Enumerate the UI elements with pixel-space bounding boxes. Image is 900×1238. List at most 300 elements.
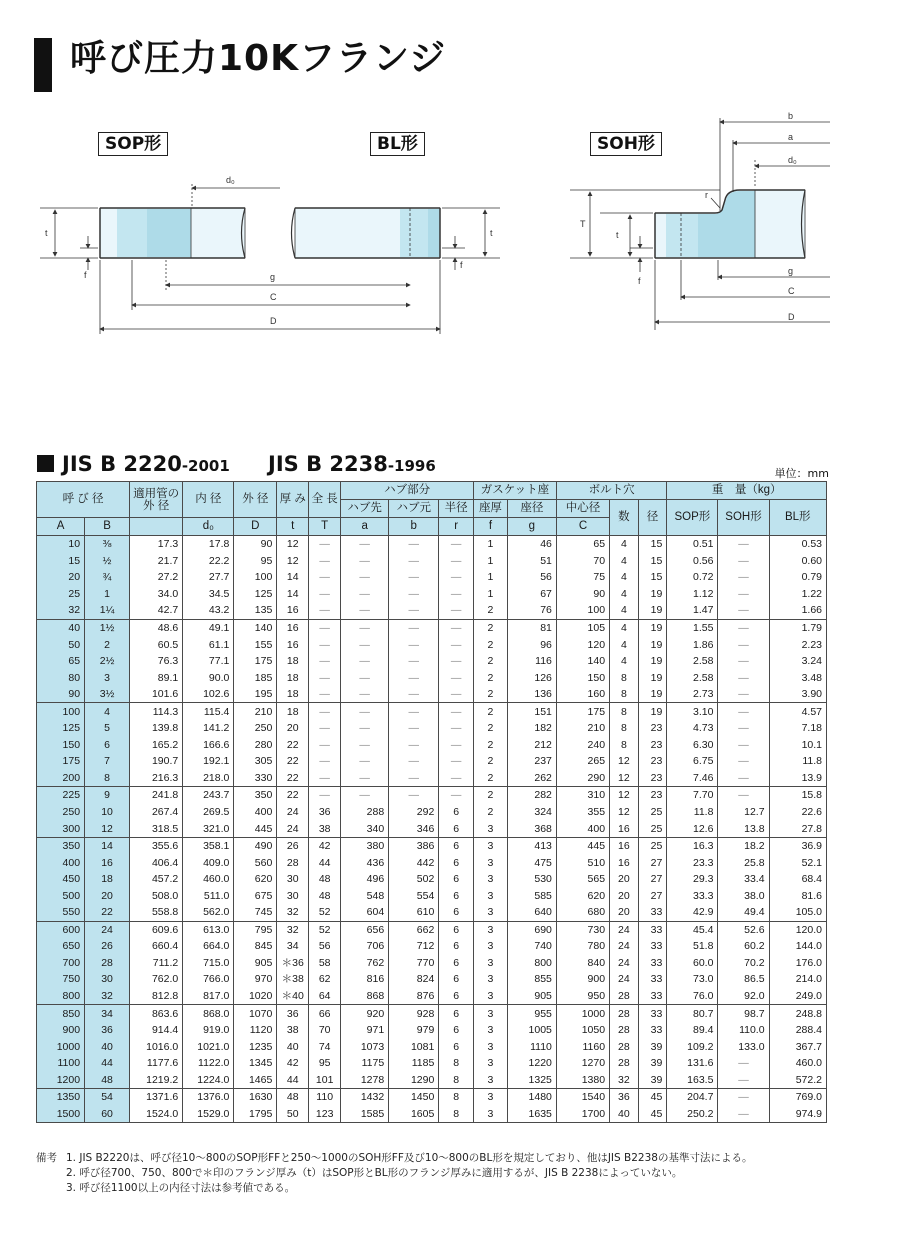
table-cell: 76.0 (667, 988, 718, 1005)
table-cell: 712 (389, 938, 439, 955)
table-cell: 32 (277, 921, 309, 938)
table-row (37, 820, 827, 837)
table-cell: 4.57 (769, 703, 826, 720)
table-cell: — (718, 669, 769, 686)
table-cell: 23 (638, 737, 667, 754)
table-cell: 30 (277, 887, 309, 904)
table-cell: 824 (389, 971, 439, 988)
table-cell: 165.2 (130, 737, 183, 754)
table-cell: 20 (610, 887, 639, 904)
table-cell: 126 (507, 669, 556, 686)
table-cell: — (341, 553, 389, 570)
th-sop: SOP形 (667, 500, 718, 536)
table-cell: 25 (638, 837, 667, 854)
table-cell: 33 (638, 955, 667, 972)
table-cell: 350 (37, 837, 85, 854)
table-cell: 216.3 (130, 770, 183, 787)
table-cell: — (309, 770, 341, 787)
table-cell: 56 (309, 938, 341, 955)
table-cell: 80.7 (667, 1005, 718, 1022)
table-cell: 1120 (234, 1022, 277, 1039)
table-cell: 22 (277, 753, 309, 770)
table-cell: 730 (556, 921, 609, 938)
table-cell: — (439, 553, 474, 570)
table-cell: 22.6 (769, 804, 826, 821)
table-cell: 27 (638, 871, 667, 888)
table-cell: 2 (474, 804, 508, 821)
table-cell: 267.4 (130, 804, 183, 821)
table-cell: 33 (638, 988, 667, 1005)
table-cell: 740 (507, 938, 556, 955)
table-cell: 76 (507, 602, 556, 619)
table-cell: 8 (610, 720, 639, 737)
table-cell: 340 (341, 820, 389, 837)
table-cell: 18 (85, 871, 130, 888)
table-cell: 76.3 (130, 653, 183, 670)
table-cell: 3 (474, 1106, 508, 1123)
table-cell: 210 (234, 703, 277, 720)
table-cell: 2 (474, 737, 508, 754)
table-cell: 32 (37, 602, 85, 619)
table-cell: — (718, 619, 769, 636)
table-cell: 25.8 (718, 854, 769, 871)
table-cell: 769.0 (769, 1089, 826, 1106)
table-cell: — (389, 536, 439, 553)
table-cell: 288.4 (769, 1022, 826, 1039)
soh-hub-region (698, 191, 755, 257)
table-cell: 250.2 (667, 1106, 718, 1123)
table-cell: 23 (638, 753, 667, 770)
table-cell: 8 (610, 703, 639, 720)
table-cell: 445 (556, 837, 609, 854)
table-cell: 39 (638, 1038, 667, 1055)
table-cell: 2 (474, 619, 508, 636)
table-row (37, 955, 827, 972)
table-cell: 1465 (234, 1072, 277, 1089)
table-row (37, 569, 827, 586)
table-cell: 12.7 (718, 804, 769, 821)
table-cell: 19 (638, 653, 667, 670)
table-cell: 16 (85, 854, 130, 871)
table-cell: — (439, 753, 474, 770)
dim-label-do-sop: d₀ (226, 175, 235, 185)
table-cell: ＊38 (277, 971, 309, 988)
table-cell: 60.0 (667, 955, 718, 972)
table-cell: 42.9 (667, 904, 718, 921)
table-row (37, 720, 827, 737)
table-cell: 17.8 (183, 536, 234, 553)
table-cell: 24 (610, 921, 639, 938)
table-cell: 48.6 (130, 619, 183, 636)
table-cell: — (439, 586, 474, 603)
table-cell: — (341, 619, 389, 636)
table-cell: 300 (37, 820, 85, 837)
table-cell: 8 (85, 770, 130, 787)
table-cell: 23 (638, 720, 667, 737)
table-cell: 6 (439, 971, 474, 988)
table-cell: 40 (37, 619, 85, 636)
table-cell: 690 (507, 921, 556, 938)
table-cell: 1.66 (769, 602, 826, 619)
sop-bolt-region (117, 209, 147, 257)
table-cell: 1020 (234, 988, 277, 1005)
table-cell: 1160 (556, 1038, 609, 1055)
table-cell: 400 (234, 804, 277, 821)
table-cell: 40 (277, 1038, 309, 1055)
table-cell: — (389, 569, 439, 586)
table-row (37, 669, 827, 686)
table-cell: 14 (85, 837, 130, 854)
table-row (37, 1072, 827, 1089)
dim-label-g-sop: g (270, 272, 276, 282)
table-cell: — (718, 787, 769, 804)
table-cell: — (309, 636, 341, 653)
table-cell: 1 (474, 569, 508, 586)
table-cell: — (718, 653, 769, 670)
table-cell: 6 (439, 887, 474, 904)
table-cell: 1185 (389, 1055, 439, 1072)
table-cell: 12 (277, 536, 309, 553)
table-cell: 175 (37, 753, 85, 770)
table-cell: 21.7 (130, 553, 183, 570)
table-cell: 14 (277, 586, 309, 603)
table-cell: 780 (556, 938, 609, 955)
table-cell: 3 (474, 1022, 508, 1039)
table-cell: 27.7 (183, 569, 234, 586)
table-cell: 212 (507, 737, 556, 754)
table-cell: 51.8 (667, 938, 718, 955)
table-cell: 3 (85, 669, 130, 686)
table-cell: 6 (439, 1005, 474, 1022)
table-cell: — (718, 569, 769, 586)
table-cell: 2 (474, 703, 508, 720)
table-cell: 1100 (37, 1055, 85, 1072)
table-cell: 1.79 (769, 619, 826, 636)
table-cell: 6 (439, 955, 474, 972)
table-cell: 1½ (85, 619, 130, 636)
table-cell: 75 (556, 569, 609, 586)
table-cell: 77.1 (183, 653, 234, 670)
table-cell: 51 (507, 553, 556, 570)
table-cell: 25 (37, 586, 85, 603)
table-cell: 70 (309, 1022, 341, 1039)
table-cell: 34.5 (183, 586, 234, 603)
table-cell: 1700 (556, 1106, 609, 1123)
table-cell: — (718, 753, 769, 770)
th-bl: BL形 (769, 500, 826, 536)
table-cell: 12 (610, 753, 639, 770)
table-cell: 34.0 (130, 586, 183, 603)
table-cell: 650 (37, 938, 85, 955)
table-cell: 33 (638, 921, 667, 938)
table-cell: 6 (439, 904, 474, 921)
table-cell: 1.12 (667, 586, 718, 603)
table-cell: 613.0 (183, 921, 234, 938)
table-cell: 8 (610, 737, 639, 754)
table-cell: 7 (85, 753, 130, 770)
table-cell: 4.73 (667, 720, 718, 737)
table-cell: 28 (277, 854, 309, 871)
table-cell: 125 (37, 720, 85, 737)
table-cell: 6 (439, 837, 474, 854)
table-cell: — (439, 653, 474, 670)
table-cell: 800 (37, 988, 85, 1005)
bl-bolt-region (400, 209, 428, 257)
table-cell: 950 (556, 988, 609, 1005)
table-cell: 32 (610, 1072, 639, 1089)
table-cell: 1070 (234, 1005, 277, 1022)
bl-diagram-label: BL形 (370, 132, 425, 156)
table-cell: 1345 (234, 1055, 277, 1072)
table-cell: — (389, 753, 439, 770)
th-pipe-od: 適用管の外 径 (130, 482, 183, 518)
table-cell: — (718, 1072, 769, 1089)
table-cell: 1585 (341, 1106, 389, 1123)
table-cell: 24 (277, 804, 309, 821)
th-sym-T: T (309, 518, 341, 536)
table-cell: 81.6 (769, 887, 826, 904)
table-cell: — (439, 737, 474, 754)
table-cell: 876 (389, 988, 439, 1005)
table-cell: 52 (309, 904, 341, 921)
table-cell: 817.0 (183, 988, 234, 1005)
table-cell: 65 (556, 536, 609, 553)
table-cell: 680 (556, 904, 609, 921)
table-cell: 496 (341, 871, 389, 888)
sop-diagram-label: SOP形 (98, 132, 168, 156)
table-cell: 109.2 (667, 1038, 718, 1055)
table-cell: 89.4 (667, 1022, 718, 1039)
table-cell: 19 (638, 602, 667, 619)
table-cell: 36 (277, 1005, 309, 1022)
table-cell: 44 (309, 854, 341, 871)
table-cell: — (309, 753, 341, 770)
table-cell: ¾ (85, 569, 130, 586)
table-cell: 974.9 (769, 1106, 826, 1123)
table-cell: 620 (234, 871, 277, 888)
table-cell: 19 (638, 586, 667, 603)
table-cell: 70.2 (718, 955, 769, 972)
table-cell: 1524.0 (130, 1106, 183, 1123)
table-cell: 436 (341, 854, 389, 871)
table-cell: 850 (37, 1005, 85, 1022)
table-cell: 42.7 (130, 602, 183, 619)
table-cell: 8 (610, 686, 639, 703)
standard-jis-b2238: JIS B 2238-1996 (268, 452, 436, 476)
table-cell: 3 (474, 1089, 508, 1106)
table-cell: 10 (85, 804, 130, 821)
table-cell: 3 (474, 871, 508, 888)
table-cell: 4 (85, 703, 130, 720)
table-cell: 3 (474, 1005, 508, 1022)
table-cell: 210 (556, 720, 609, 737)
table-cell: 24 (610, 971, 639, 988)
table-row (37, 1038, 827, 1055)
table-cell: — (718, 770, 769, 787)
table-cell: 1081 (389, 1038, 439, 1055)
table-cell: 6 (439, 1038, 474, 1055)
table-cell: 1110 (507, 1038, 556, 1055)
table-cell: 3 (474, 820, 508, 837)
table-cell: 292 (389, 804, 439, 821)
table-cell: 1376.0 (183, 1089, 234, 1106)
table-cell: — (341, 536, 389, 553)
table-cell: 386 (389, 837, 439, 854)
table-cell: 855 (507, 971, 556, 988)
table-cell: 510 (556, 854, 609, 871)
table-cell: 816 (341, 971, 389, 988)
table-cell: 2 (474, 669, 508, 686)
table-cell: — (718, 686, 769, 703)
table-cell: 39 (638, 1072, 667, 1089)
table-cell: — (439, 669, 474, 686)
table-cell: — (439, 619, 474, 636)
table-cell: 1073 (341, 1038, 389, 1055)
table-cell: 105.0 (769, 904, 826, 921)
table-cell: 38.0 (718, 887, 769, 904)
table-cell: 33 (638, 1005, 667, 1022)
table-cell: 1021.0 (183, 1038, 234, 1055)
table-cell: 61.1 (183, 636, 234, 653)
table-cell: 0.53 (769, 536, 826, 553)
table-row (37, 753, 827, 770)
table-cell: — (718, 553, 769, 570)
table-cell: 795 (234, 921, 277, 938)
note-2: 2. 呼び径700、750、800で＊印のフランジ厚み（t）はSOP形とBL形のフランジ厚みに適用するが、JIS B 2238によっていない。 (66, 1167, 683, 1179)
table-cell: — (389, 787, 439, 804)
table-cell: 151 (507, 703, 556, 720)
table-cell: 2 (474, 686, 508, 703)
sop-face-region (147, 209, 191, 257)
table-cell: 140 (556, 653, 609, 670)
table-cell: 1 (474, 536, 508, 553)
table-cell: — (309, 653, 341, 670)
table-cell: 22 (85, 904, 130, 921)
table-cell: 460.0 (183, 871, 234, 888)
table-cell: 330 (234, 770, 277, 787)
table-cell: 4 (610, 569, 639, 586)
table-cell: 970 (234, 971, 277, 988)
table-cell: 2.73 (667, 686, 718, 703)
note-3: 3. 呼び径1100以上の内径寸法は参考値である。 (66, 1182, 296, 1194)
table-cell: 27 (638, 887, 667, 904)
unit-label: 単位：mm (774, 467, 829, 480)
table-cell: — (309, 569, 341, 586)
table-cell: 1480 (507, 1089, 556, 1106)
table-cell: 36 (610, 1089, 639, 1106)
table-cell: 38 (277, 1022, 309, 1039)
table-row (37, 921, 827, 938)
table-cell: 6 (439, 871, 474, 888)
table-cell: — (341, 770, 389, 787)
table-cell: 1050 (556, 1022, 609, 1039)
table-cell: 288 (341, 804, 389, 821)
table-cell: 19 (638, 636, 667, 653)
table-cell: 6 (85, 737, 130, 754)
note-1: 1. JIS B2220は、呼び径10〜800のSOP形FFと250〜1000のSOH形FF及び10〜800のBL形を規定しており、他はJIS B2238の基準寸法による。 (66, 1152, 753, 1164)
table-cell: 16 (277, 619, 309, 636)
table-cell: 3 (474, 938, 508, 955)
table-cell: 550 (37, 904, 85, 921)
table-cell: — (309, 737, 341, 754)
table-cell: — (389, 720, 439, 737)
table-cell: 60.5 (130, 636, 183, 653)
th-seat-thick: 座厚 (474, 500, 508, 518)
table-cell: 2.23 (769, 636, 826, 653)
table-cell: 3.24 (769, 653, 826, 670)
table-row (37, 904, 827, 921)
table-cell: — (309, 720, 341, 737)
table-cell: 60.2 (718, 938, 769, 955)
dim-label-c-soh: C (788, 286, 795, 296)
table-cell: 16 (610, 854, 639, 871)
table-cell: 1016.0 (130, 1038, 183, 1055)
table-cell: 141.2 (183, 720, 234, 737)
table-cell: 52.1 (769, 854, 826, 871)
table-cell: 12 (610, 787, 639, 804)
table-cell: 34 (277, 938, 309, 955)
table-cell: 28 (610, 988, 639, 1005)
table-cell: 900 (37, 1022, 85, 1039)
table-cell: 4 (610, 536, 639, 553)
table-cell: 711.2 (130, 955, 183, 972)
table-cell: 86.5 (718, 971, 769, 988)
table-cell: 700 (37, 955, 85, 972)
table-cell: 102.6 (183, 686, 234, 703)
table-cell: 139.8 (130, 720, 183, 737)
table-cell: 1450 (389, 1089, 439, 1106)
table-row (37, 1005, 827, 1022)
table-cell: 4 (610, 653, 639, 670)
table-cell: 26 (277, 837, 309, 854)
table-cell: 36.9 (769, 837, 826, 854)
table-cell: 20 (85, 887, 130, 904)
table-cell: 321.0 (183, 820, 234, 837)
table-row (37, 871, 827, 888)
flange-diagrams (0, 0, 900, 360)
bl-face-region (428, 209, 440, 257)
table-cell: 406.4 (130, 854, 183, 871)
table-cell: 265 (556, 753, 609, 770)
table-cell: 530 (507, 871, 556, 888)
table-cell: 16 (610, 837, 639, 854)
table-cell: 163.5 (667, 1072, 718, 1089)
table-cell: 358.1 (183, 837, 234, 854)
table-cell: 3.90 (769, 686, 826, 703)
table-cell: 706 (341, 938, 389, 955)
th-bolt: ボルト穴 (556, 482, 666, 500)
table-cell: 2 (474, 787, 508, 804)
table-cell: 2.58 (667, 653, 718, 670)
table-cell: 2 (474, 770, 508, 787)
table-cell: 95 (309, 1055, 341, 1072)
table-cell: 110 (309, 1089, 341, 1106)
table-cell: — (718, 536, 769, 553)
table-cell: — (389, 586, 439, 603)
dim-label-a-soh: a (788, 132, 794, 142)
table-row (37, 636, 827, 653)
table-cell: 13.8 (718, 820, 769, 837)
table-cell: 200 (37, 770, 85, 787)
table-cell: 2 (474, 653, 508, 670)
table-cell: — (389, 619, 439, 636)
table-cell: 905 (234, 955, 277, 972)
table-cell: 90 (234, 536, 277, 553)
table-cell: 1540 (556, 1089, 609, 1106)
table-cell: 28 (610, 1022, 639, 1039)
th-soh: SOH形 (718, 500, 769, 536)
table-cell: — (309, 619, 341, 636)
